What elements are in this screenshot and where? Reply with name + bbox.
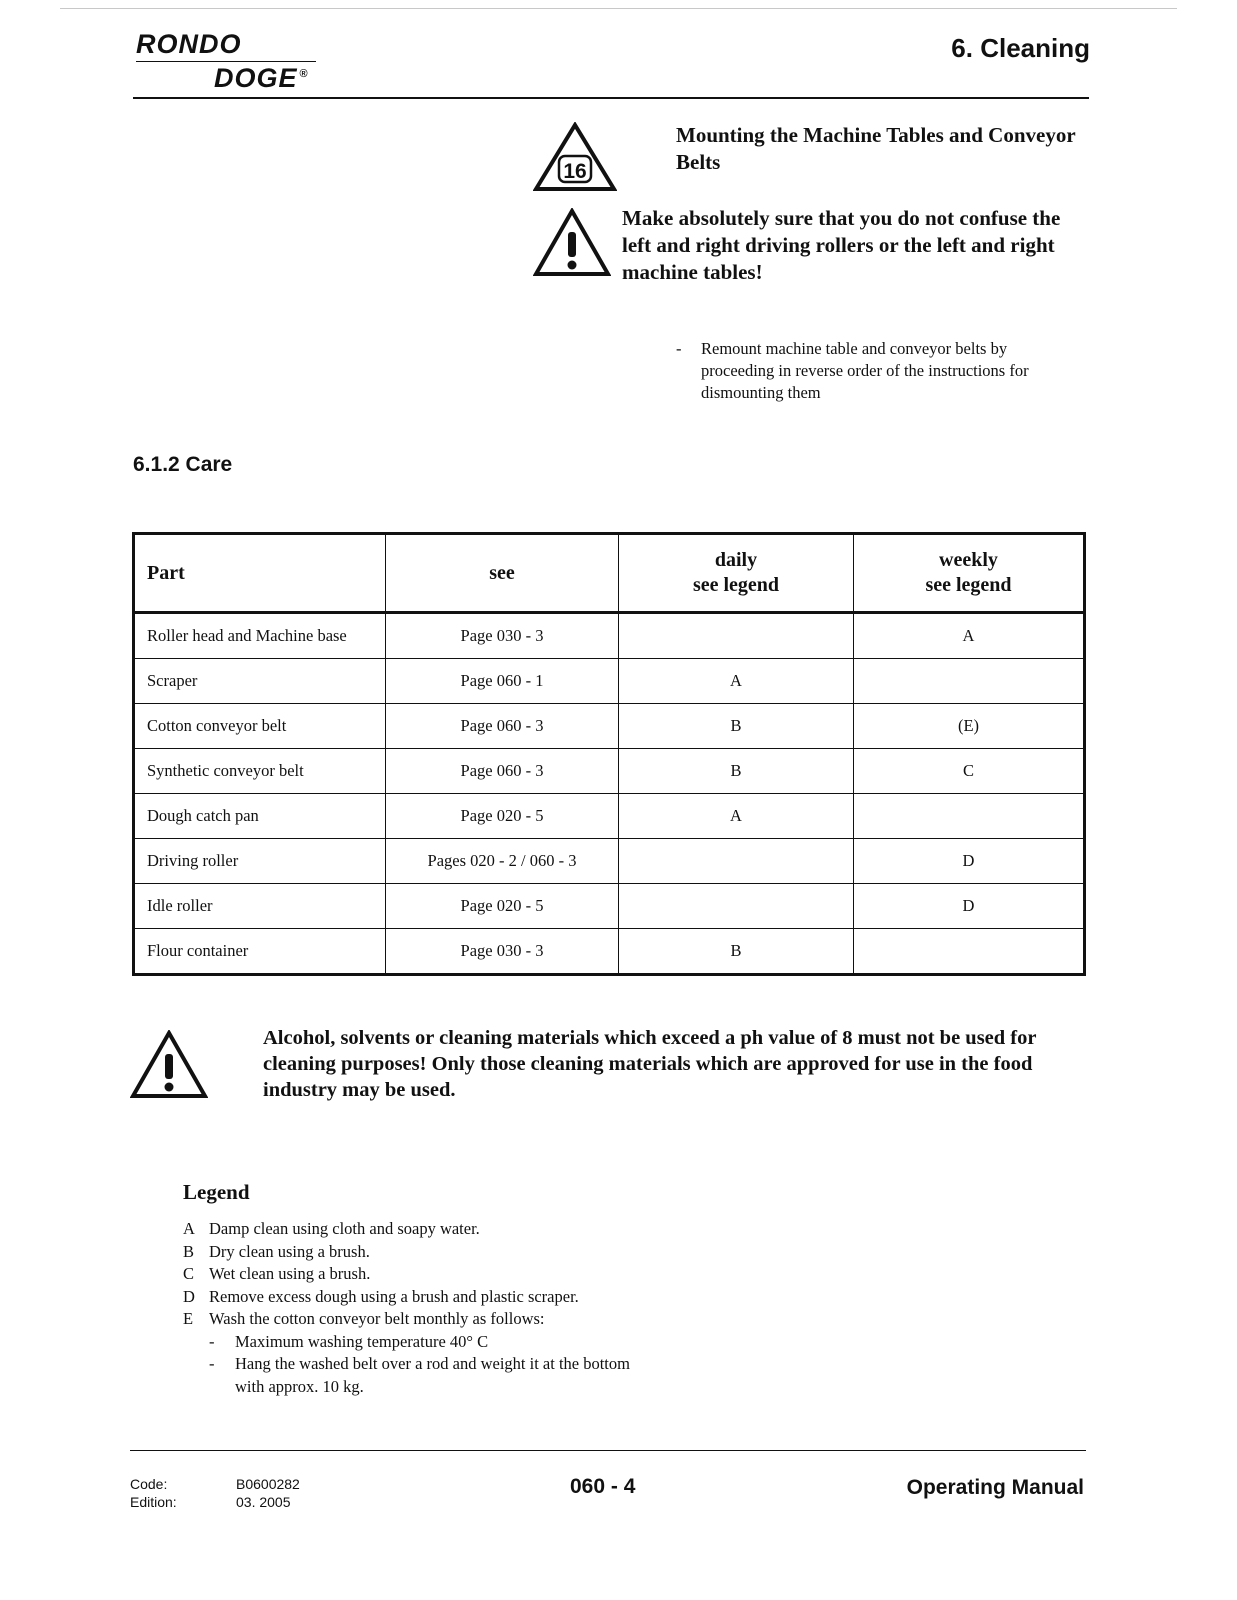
col-part: Part — [134, 534, 386, 613]
legend-text: Damp clean using cloth and soapy water. — [209, 1219, 480, 1238]
cell-daily — [619, 884, 854, 929]
care-table — [132, 532, 1086, 976]
cell-weekly: D — [854, 884, 1085, 929]
col-daily — [619, 534, 854, 613]
cell-part: Dough catch pan — [134, 794, 386, 839]
cell-daily — [619, 839, 854, 884]
instruction-text: Remount machine table and conveyor belts by proceeding in reverse order of the instructions for dismounting them — [701, 339, 1029, 402]
caution-icon — [533, 208, 611, 278]
legend-item — [183, 1286, 655, 1309]
logo-line-2 — [214, 60, 309, 92]
cell-see: Pages 020 - 2 / 060 - 3 — [386, 839, 619, 884]
cell-part: Driving roller — [134, 839, 386, 884]
care-heading: 6.1.2 Care — [133, 453, 233, 476]
footer-divider — [130, 1450, 1086, 1451]
care-table-header — [134, 534, 1085, 613]
code-label: Code: — [130, 1476, 168, 1492]
table-row — [134, 613, 1085, 659]
cell-daily: B — [619, 749, 854, 794]
cell-see: Page 020 - 5 — [386, 884, 619, 929]
cell-part: Cotton conveyor belt — [134, 704, 386, 749]
cell-part: Scraper — [134, 659, 386, 704]
cell-part: Flour container — [134, 929, 386, 975]
caution-text: Make absolutely sure that you do not confuse the left and right driving rollers or the left and right machine tables! — [622, 206, 1061, 284]
col-daily-sublabel: see legend — [692, 574, 780, 596]
cleaning-caution-icon — [130, 1030, 208, 1100]
instruction-dash: - — [676, 339, 682, 358]
cell-daily: A — [619, 794, 854, 839]
cell-daily: A — [619, 659, 854, 704]
cell-daily: B — [619, 704, 854, 749]
scan-top-edge-line — [60, 8, 1177, 9]
legend-letter: D — [183, 1286, 195, 1306]
cell-weekly: A — [854, 613, 1085, 659]
legend-text: Remove excess dough using a brush and plastic scraper. — [209, 1286, 579, 1306]
legend-letter: E — [183, 1309, 194, 1328]
legend-item — [183, 1241, 655, 1264]
legend-title: Legend — [183, 1180, 250, 1204]
logo-line-1: RONDO — [136, 29, 242, 59]
table-row — [134, 839, 1085, 884]
legend-item — [183, 1263, 655, 1286]
chapter-title: 6. Cleaning — [951, 33, 1090, 63]
table-row — [134, 929, 1085, 975]
cell-weekly — [854, 929, 1085, 975]
legend-text: Wet clean using a brush. — [209, 1264, 371, 1283]
cleaning-warning-text: Alcohol, solvents or cleaning materials which exceed a ph value of 8 must not be used for cleaning purposes! Only those cleaning materials which are approved for use in the food industry may be used. — [263, 1027, 1037, 1101]
legend-sub-dash: - — [209, 1354, 215, 1373]
legend-item — [183, 1308, 655, 1331]
legend-sub-text: Maximum washing temperature 40° C — [235, 1331, 489, 1351]
cell-daily: B — [619, 929, 854, 975]
cell-part: Idle roller — [134, 884, 386, 929]
cell-weekly — [854, 659, 1085, 704]
cell-daily — [619, 613, 854, 659]
legend-text: Dry clean using a brush. — [209, 1241, 370, 1261]
cell-part: Synthetic conveyor belt — [134, 749, 386, 794]
col-daily-label: daily — [714, 549, 758, 571]
warning-number: 16 — [563, 160, 587, 183]
table-row — [134, 659, 1085, 704]
remount-instruction — [676, 338, 1076, 404]
legend-letter: B — [183, 1241, 195, 1261]
legend-text: Wash the cotton conveyor belt monthly as follows: — [209, 1309, 545, 1328]
col-weekly — [854, 534, 1085, 613]
cell-weekly: D — [854, 839, 1085, 884]
col-weekly-sublabel: see legend — [925, 574, 1012, 596]
cell-weekly: C — [854, 749, 1085, 794]
cell-weekly: (E) — [854, 704, 1085, 749]
legend-letter: A — [183, 1219, 195, 1238]
header-divider — [133, 97, 1089, 99]
cell-see: Page 030 - 3 — [386, 929, 619, 975]
table-row — [134, 794, 1085, 839]
table-row — [134, 704, 1085, 749]
legend-list — [183, 1218, 655, 1398]
section-heading: Mounting the Machine Tables and Conveyor Belts — [676, 123, 1076, 174]
cell-see: Page 020 - 5 — [386, 794, 619, 839]
cell-part: Roller head and Machine base — [134, 613, 386, 659]
manual-title: Operating Manual — [906, 1476, 1084, 1499]
legend-item — [183, 1218, 655, 1241]
legend-sub-dash: - — [209, 1331, 215, 1351]
table-row — [134, 749, 1085, 794]
logo-line-2-text: DOGE — [214, 63, 298, 93]
cell-see: Page 030 - 3 — [386, 613, 619, 659]
cell-weekly — [854, 794, 1085, 839]
legend-sub-item — [209, 1353, 655, 1398]
page-number: 060 - 4 — [570, 1475, 636, 1498]
registered-mark: ® — [299, 68, 309, 80]
col-see: see — [386, 534, 619, 613]
col-weekly-label: weekly — [939, 549, 998, 571]
warning-16-icon — [533, 122, 617, 192]
cell-see: Page 060 - 3 — [386, 704, 619, 749]
edition-value: 03. 2005 — [236, 1494, 291, 1510]
legend-letter: C — [183, 1264, 195, 1283]
cell-see: Page 060 - 3 — [386, 749, 619, 794]
legend-sub-text: Hang the washed belt over a rod and weight it at the bottom with approx. 10 kg. — [235, 1354, 630, 1396]
cell-see: Page 060 - 1 — [386, 659, 619, 704]
code-value: B0600282 — [236, 1476, 300, 1492]
table-row — [134, 884, 1085, 929]
legend-sub-item — [209, 1331, 655, 1354]
edition-label: Edition: — [130, 1494, 177, 1510]
